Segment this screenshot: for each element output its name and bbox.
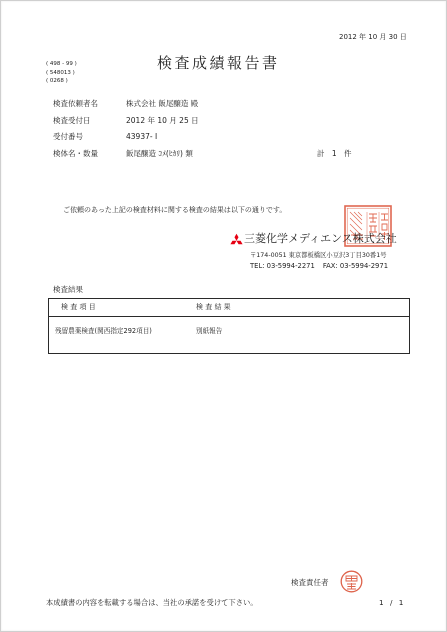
- company-address: 〒174-0051 東京都板橋区小豆沢3丁目30番1号: [250, 252, 387, 259]
- results-table-header: [49, 299, 409, 317]
- company-seal-stamp: [344, 205, 392, 247]
- seal-strokes: [341, 571, 362, 592]
- field-label: 検査依頼者名: [53, 99, 98, 108]
- company-fax: FAX: 03-5994-2971: [322, 262, 389, 270]
- field-value: 株式会社 飯尾醸造 殿: [126, 99, 199, 108]
- reference-codes: [46, 60, 77, 86]
- intro-sentence: ご依頼のあった上記の検査材料に関する検査の結果は以下の通りです。: [63, 206, 287, 214]
- issue-date: 2012 年 10 月 30 日: [339, 33, 407, 41]
- reprint-notice: 本成績書の内容を転載する場合は、当社の承諾を受けて下さい。: [46, 598, 258, 607]
- request-fields: [53, 99, 199, 166]
- field-value: 2012 年 10 月 25 日: [126, 115, 199, 125]
- results-table: [48, 298, 410, 354]
- results-section-label: 検査結果: [53, 285, 83, 294]
- field-row-received-date: [53, 116, 199, 133]
- table-row: [49, 317, 409, 353]
- field-label: 受付番号: [53, 132, 83, 142]
- company-tel: TEL: 03-5994-2271: [250, 262, 315, 270]
- field-label: 検体名・数量: [53, 149, 98, 159]
- inspector-seal-stamp: [340, 570, 363, 593]
- result-value: 別紙報告: [196, 327, 223, 335]
- field-row-sample: [53, 149, 199, 166]
- document-title: 検査成績報告書: [157, 54, 280, 72]
- result-item: 残留農薬検査(関西指定292項目): [55, 327, 152, 335]
- company-name: 三菱化学メディエンス株式会社: [244, 232, 397, 245]
- field-row-requester: [53, 99, 199, 116]
- sample-count: 計 1 件: [317, 149, 352, 158]
- reference-code: ( 498 - 99 ): [46, 61, 77, 67]
- field-row-receipt-number: [53, 132, 199, 149]
- page-number: 1 / 1: [379, 598, 404, 607]
- field-value: 43937- I: [126, 132, 158, 142]
- reference-code: ( 0268 ): [46, 78, 68, 85]
- company-contact: [250, 261, 388, 271]
- header-result: 検 査 結 果: [196, 303, 231, 311]
- seal-strokes: [345, 206, 391, 246]
- header-item: 検 査 項 目: [61, 303, 96, 311]
- logo-diamonds: [230, 234, 243, 245]
- three-diamonds-logo-icon: [230, 233, 243, 245]
- reference-code: ( 548013 ): [46, 69, 75, 76]
- responsible-label: 検査責任者: [291, 578, 329, 587]
- field-label: 検査受付日: [53, 115, 91, 125]
- field-value: 飯尾醸造 ｺﾒ(ﾋｶﾘ) 類: [126, 149, 193, 159]
